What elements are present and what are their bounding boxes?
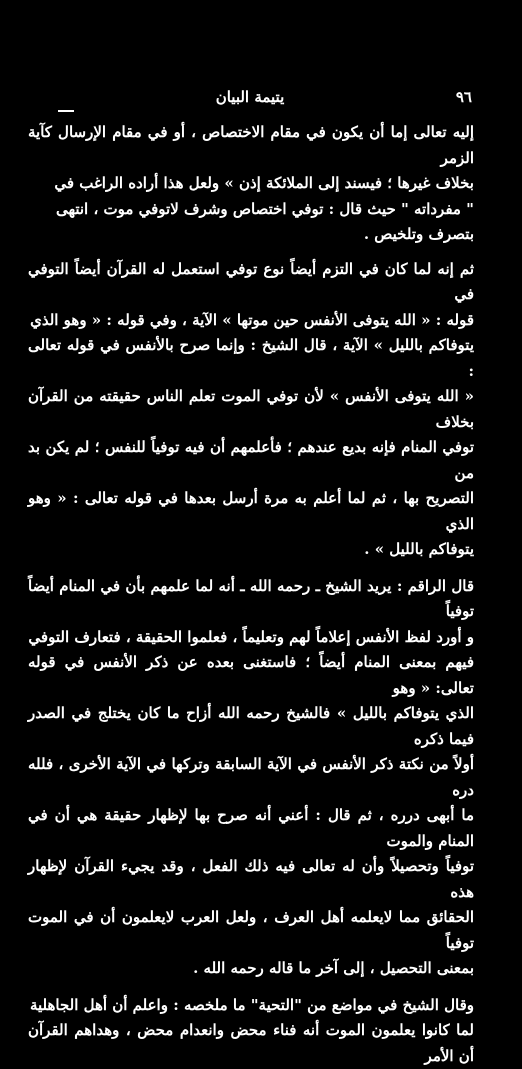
paragraph-1: إليه تعالى إما أن يكون في مقام الاختصاص ، أو في مقام الإرسال كآية الزمر بخلاف غيرها ؛ فيسند إلى الملائكة إذن » ولعل هذا أراده الراغب في " مفرداته " حيث قال : توفي اختصاص وشرف لاتوفي موت ، انتهى بتصرف وتلخيص . xyxy=(28,120,474,248)
page-number: ٩٦ xyxy=(456,88,472,106)
paragraph-4: وقال الشيخ في مواضع من "التحية" ما ملخصه : واعلم أن أهل الجاهلية لما كانوا يعلمون الموت أنه فناء محض وانعدام محض ، وهداهم القرآن أن الأمر xyxy=(28,993,474,1069)
page-header xyxy=(28,88,472,110)
header-mark xyxy=(58,110,74,112)
paragraph-2: ثم إنه لما كان في التزم أيضاً نوع توفي استعمل له القرآن أيضاً التوفي في قوله : « الله يتوفى الأنفس حين موتها » الآية ، وفي قوله : « وهو الذي يتوفاكم بالليل » الآية ، قال الشيخ : وإنما صرح بالأنفس في قوله تعالى : « الله يتوفى الأنفس » لأن توفي الموت تعلم الناس حقيقته من القرآن بخلاف توفي المنام فإنه بديع عندهم ؛ فأعلمهم أن فيه توفياً للنفس ؛ لم يكن بد من التصريح بها ، ثم لما أعلم به مرة أرسل بعدها في قوله تعالى : « وهو الذي يتوفاكم بالليل » . xyxy=(28,257,474,563)
running-title: يتيمة البيان xyxy=(28,88,472,106)
body-text xyxy=(28,120,474,1069)
paragraph-3: قال الراقم : يريد الشيخ ـ رحمه الله ـ أنه لما علمهم بأن في المنام أيضاً توفياً و أورد لفظ الأنفس إعلاماً لهم وتعليماً ، فعلموا الحقيقة ، فتعارف التوفي فيهم بمعنى المنام أيضاً ؛ فاستغنى بعده عن ذكر الأنفس في قوله تعالى: « وهو الذي يتوفاكم بالليل » فالشيخ رحمه الله أزاح ما كان يختلج في الصدر فيما ذكره أولاً من نكتة ذكر الأنفس في الآية السابقة وتركها في الآية الأخرى ، فلله دره ما أبهى درره ، ثم قال : أعني أنه صرح بها لإظهار حقيقة هي أن في المنام والموت توفياً وتحصيلاً وأن له تعالى فيه ذلك الفعل ، وقد يجيء القرآن لإظهار هذه الحقائق مما لايعلمه أهل العرف ، ولعل العرب لايعلمون أن في الموت توفياً بمعنى التحصيل ، إلى آخر ما قاله رحمه الله . xyxy=(28,574,474,982)
